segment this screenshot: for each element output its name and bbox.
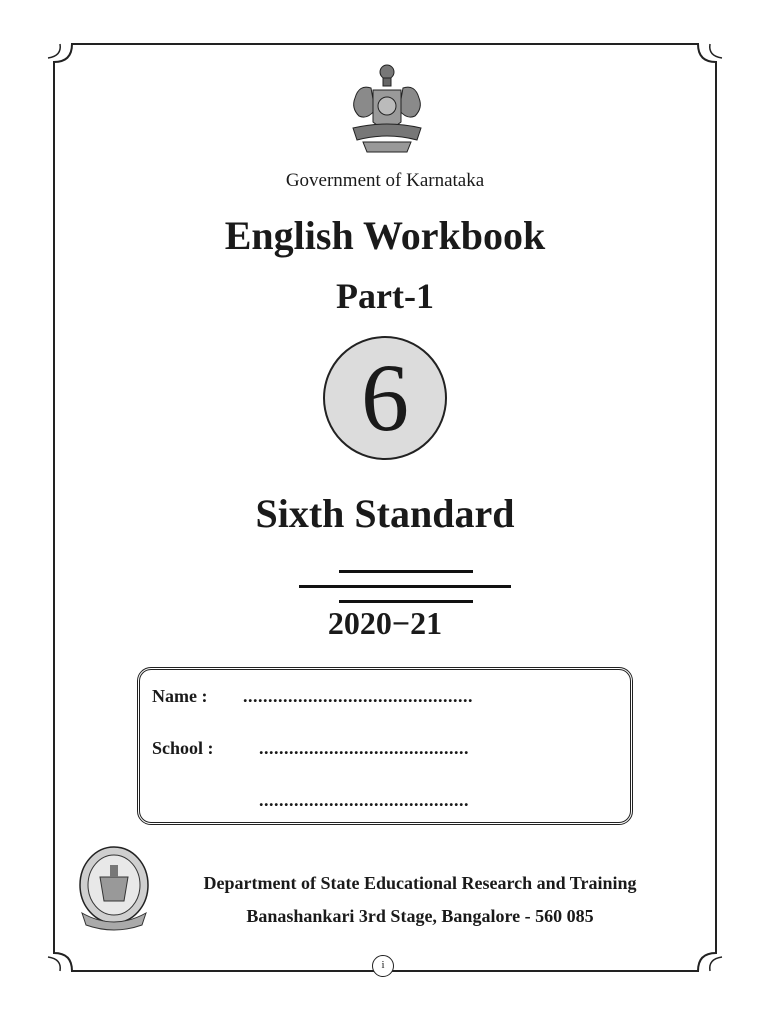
school-field[interactable]: .......................................... bbox=[259, 738, 469, 758]
academic-year: 2020−21 bbox=[327, 605, 443, 641]
name-field[interactable]: .............................................. bbox=[243, 686, 473, 706]
divider-line bbox=[299, 585, 511, 588]
department-name: Department of State Educational Research and Training bbox=[203, 873, 637, 893]
page-number: i bbox=[372, 955, 394, 977]
standard-number: 6 bbox=[361, 344, 409, 451]
school-field-line-2[interactable]: .......................................... bbox=[259, 790, 469, 810]
book-title: English Workbook bbox=[224, 213, 546, 258]
name-label: Name : bbox=[152, 686, 208, 706]
dsert-seal-icon bbox=[76, 843, 152, 931]
divider-line bbox=[339, 570, 473, 573]
book-part: Part-1 bbox=[336, 276, 434, 316]
karnataka-emblem-icon bbox=[345, 62, 429, 156]
divider-line bbox=[339, 600, 473, 603]
school-label: School : bbox=[152, 738, 214, 758]
standard-number-badge bbox=[323, 336, 447, 460]
government-label: Government of Karnataka bbox=[285, 170, 485, 191]
standard-name: Sixth Standard bbox=[255, 491, 515, 536]
department-address: Banashankari 3rd Stage, Bangalore - 560 085 bbox=[246, 906, 594, 926]
